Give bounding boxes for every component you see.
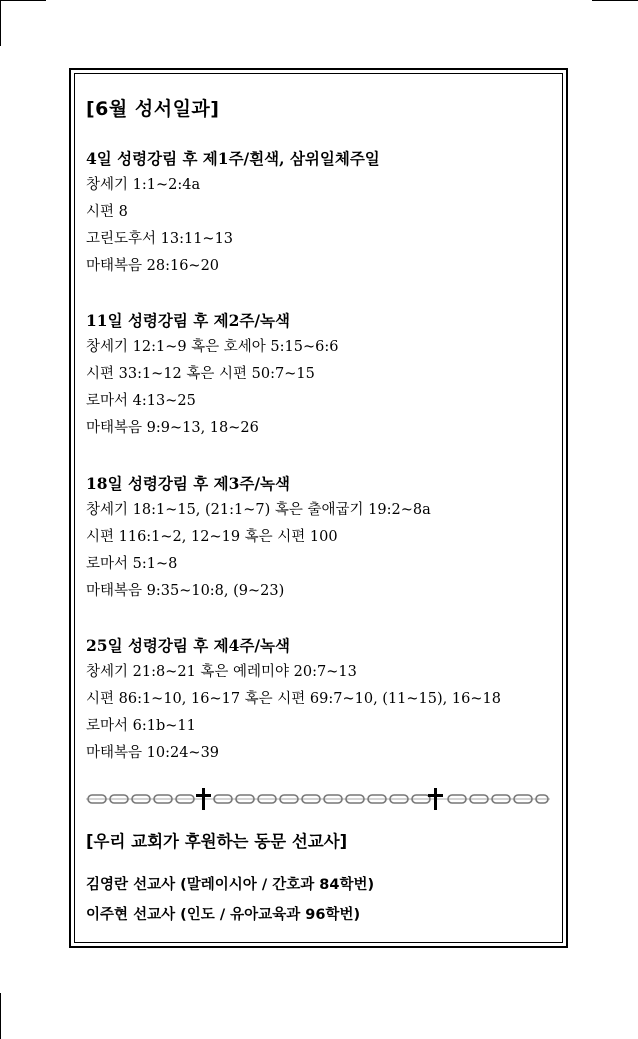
week-section (86, 470, 556, 605)
week-section (86, 307, 556, 442)
chain-cross-divider (86, 786, 550, 812)
reading-item: 로마서 6:1b~11 (86, 718, 196, 734)
missionary-item: 이주현 선교사 (인도 / 유아교육과 96학번) (86, 907, 361, 923)
reading-item: 창세기 18:1~15, (21:1~7) 혹은 출애굽기 19:2~8a (86, 502, 431, 518)
reading-item: 고린도후서 13:11~13 (86, 231, 234, 247)
week-heading: 18일 성령강림 후 제3주/녹색 (86, 474, 290, 493)
missionary-item: 김영란 선교사 (말레이시아 / 간호과 84학번) (86, 877, 375, 893)
reading-item: 시편 33:1~12 혹은 시편 50:7~15 (86, 366, 315, 382)
crop-mark-top-left-v (0, 0, 1, 46)
reading-item: 로마서 4:13~25 (86, 393, 196, 409)
reading-item: 창세기 21:8~21 혹은 예레미야 20:7~13 (86, 664, 357, 680)
crop-mark-top-left-h (0, 0, 46, 1)
week-section (86, 145, 556, 280)
missions-title: [우리 교회가 후원하는 동문 선교사] (86, 832, 348, 851)
week-heading: 11일 성령강림 후 제2주/녹색 (86, 311, 290, 330)
reading-item: 시편 8 (86, 204, 128, 220)
reading-item: 시편 116:1~2, 12~19 혹은 시편 100 (86, 529, 338, 545)
week-heading: 4일 성령강림 후 제1주/흰색, 삼위일체주일 (86, 149, 380, 168)
reading-item: 마태복음 10:24~39 (86, 745, 220, 761)
week-section (86, 632, 556, 767)
page-title: [6월 성서일과] (86, 98, 220, 120)
reading-item: 창세기 12:1~9 혹은 호세아 5:15~6:6 (86, 339, 339, 355)
reading-item: 마태복음 9:35~10:8, (9~23) (86, 583, 285, 599)
reading-item: 로마서 5:1~8 (86, 556, 178, 572)
reading-item: 창세기 1:1~2:4a (86, 177, 201, 193)
crop-mark-top-right-h (592, 0, 638, 1)
week-heading: 25일 성령강림 후 제4주/녹색 (86, 636, 290, 655)
reading-item: 마태복음 28:16~20 (86, 258, 220, 274)
crop-mark-bottom-left-v (0, 993, 1, 1039)
reading-item: 마태복음 9:9~13, 18~26 (86, 420, 259, 436)
reading-item: 시편 86:1~10, 16~17 혹은 시편 69:7~10, (11~15), 16~18 (86, 691, 501, 707)
